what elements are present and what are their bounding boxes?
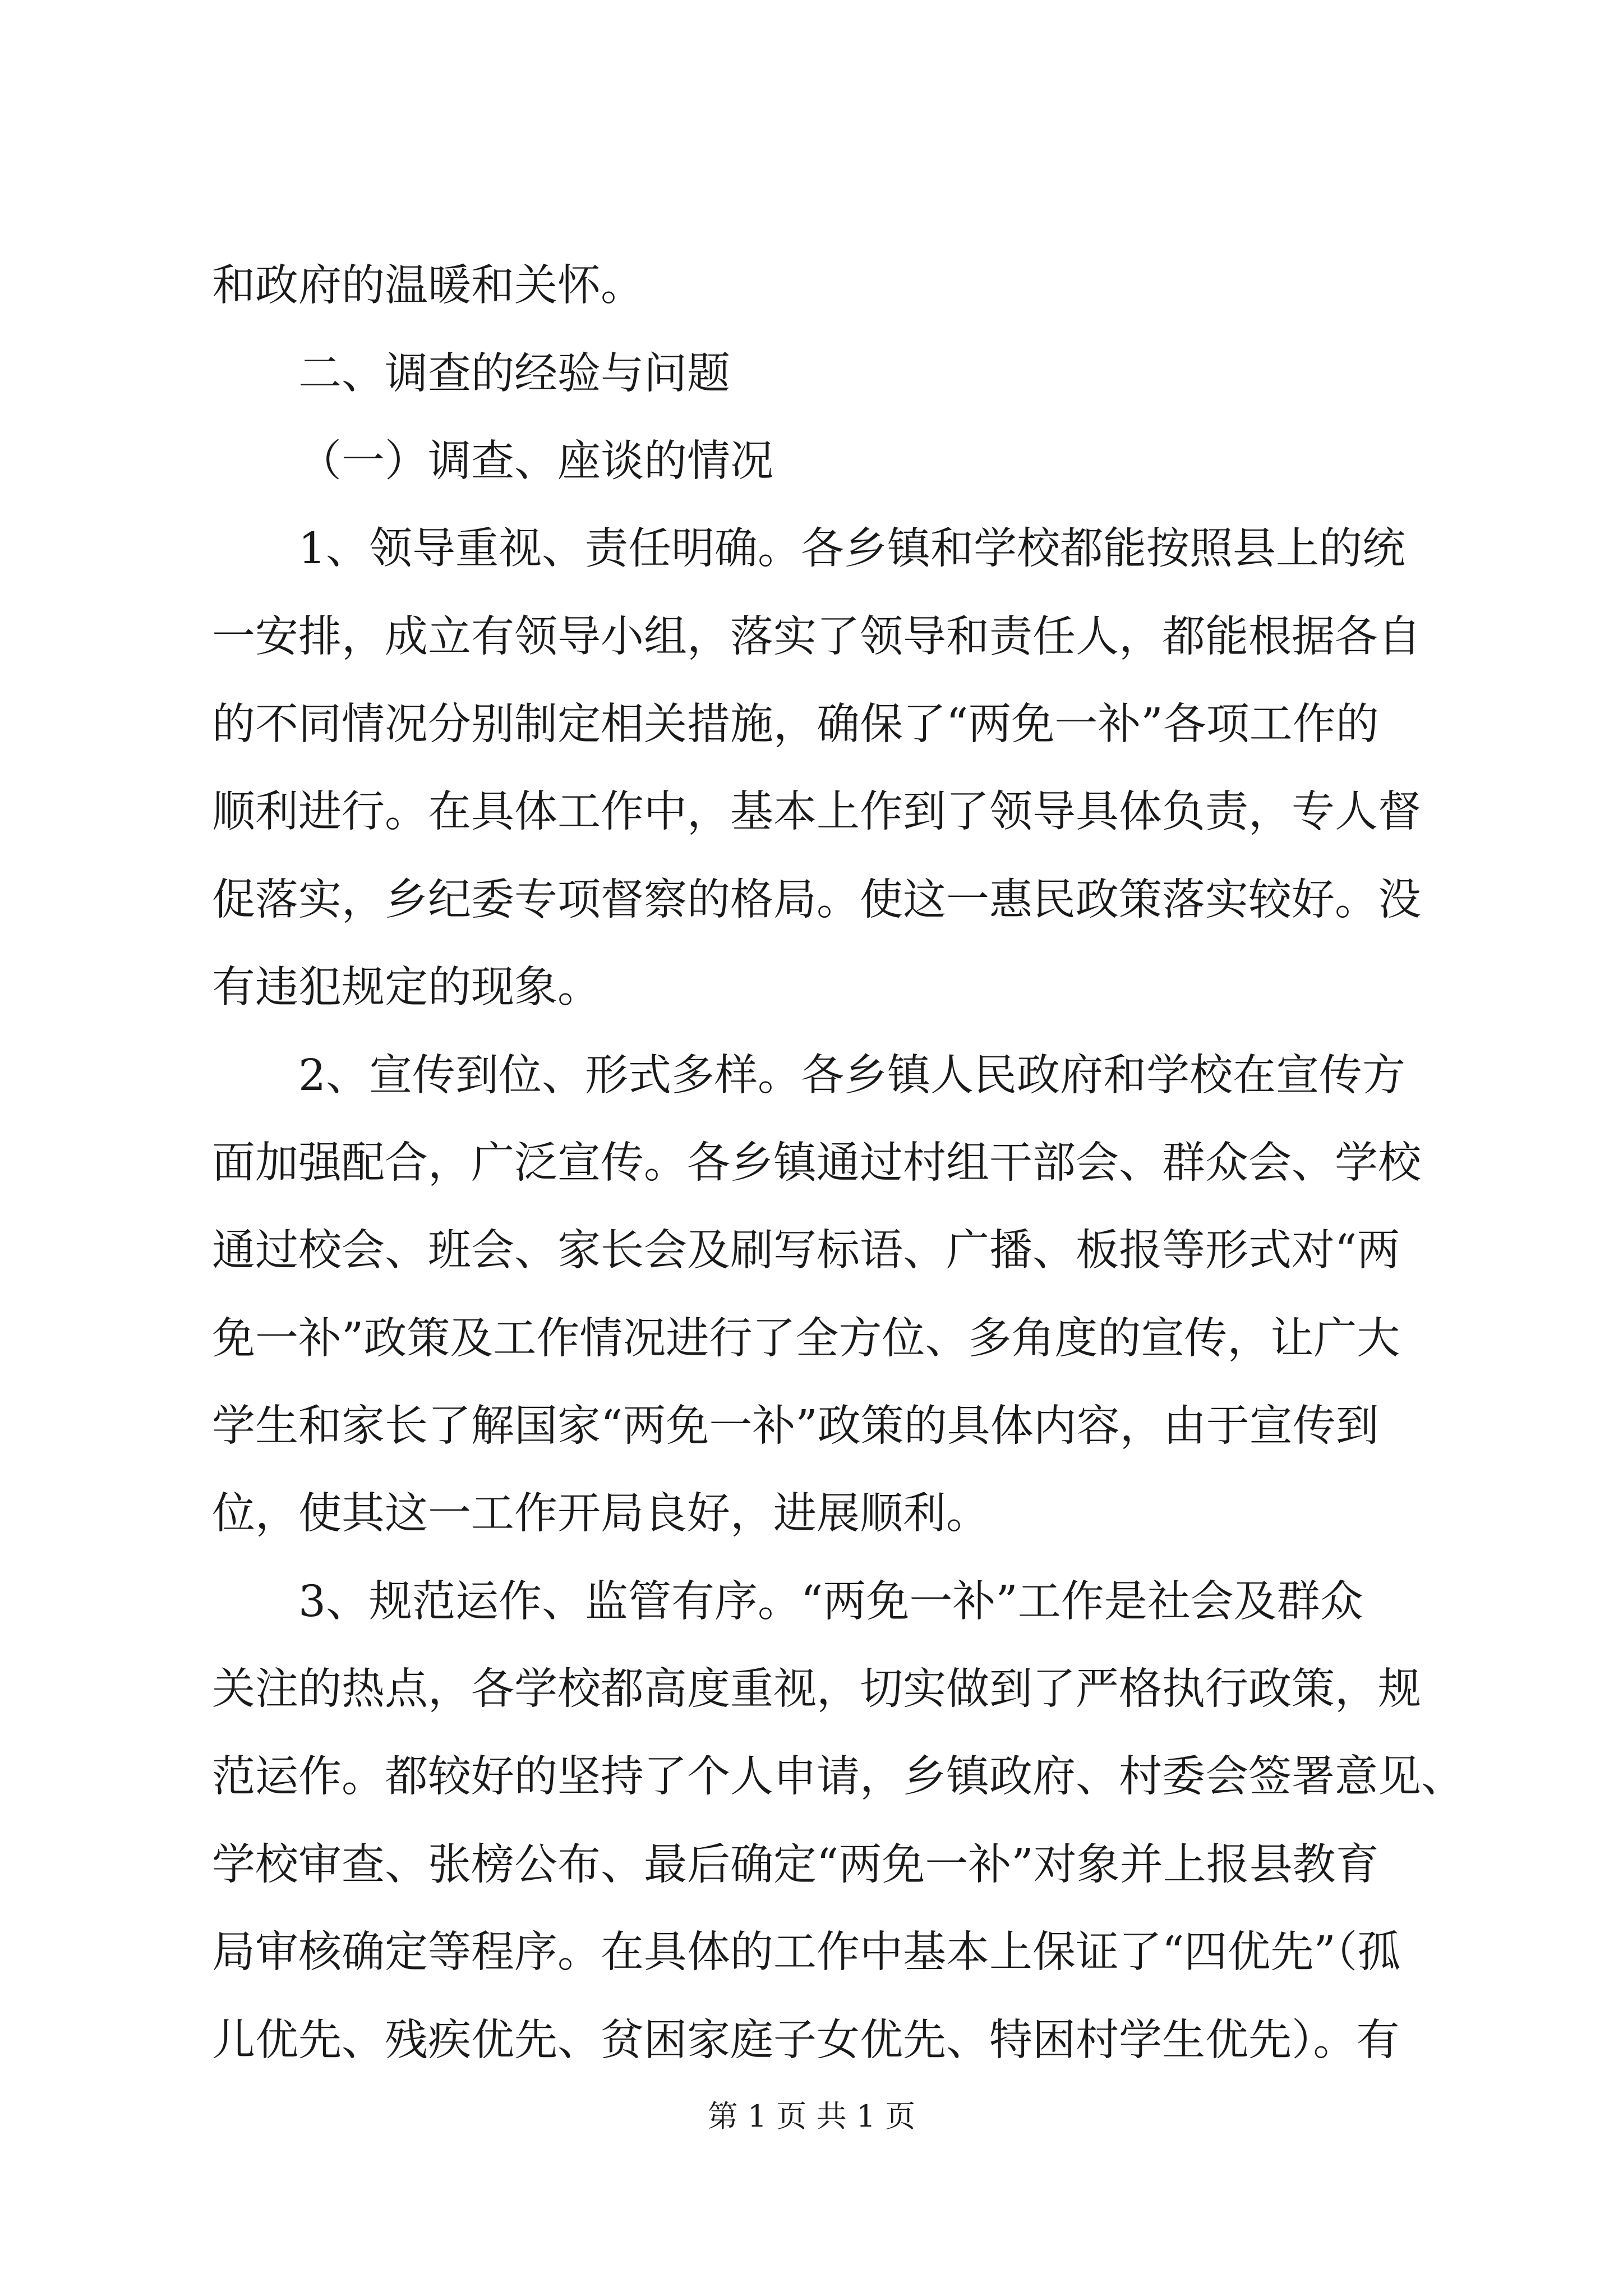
text-line: 的不同情况分别制定相关措施，确保了“两免一补”各项工作的 [212, 700, 1379, 749]
text-line: 一安排，成立有领导小组，落实了领导和责任人，都能根据各自 [212, 612, 1421, 662]
text-line: 关注的热点，各学校都高度重视，切实做到了严格执行政策，规 [212, 1664, 1421, 1714]
text-line: 1、领导重视、责任明确。各乡镇和学校都能按照县上的统 [298, 524, 1405, 574]
text-line: 通过校会、班会、家长会及刷写标语、广播、板报等形式对“两 [212, 1226, 1400, 1276]
text-line: 局审核确定等程序。在具体的工作中基本上保证了“四优先”（孤 [212, 1927, 1401, 1977]
text-line: 面加强配合，广泛宣传。各乡镇通过村组干部会、群众会、学校 [212, 1138, 1421, 1188]
text-line: 顺利进行。在具体工作中，基本上作到了领导具体负责，专人督 [212, 787, 1421, 837]
text-line: 有违犯规定的现象。 [212, 963, 601, 1013]
text-line: 和政府的温暖和关怀。 [212, 261, 644, 311]
section-heading: 二、调查的经验与问题 [298, 349, 730, 399]
text-line: 位，使其这一工作开局良好，进展顺利。 [212, 1489, 989, 1539]
text-line: 促落实，乡纪委专项督察的格局。使这一惠民政策落实较好。没 [212, 875, 1421, 925]
text-line: 学校审查、张榜公布、最后确定“两免一补”对象并上报县教育 [212, 1840, 1379, 1890]
subsection-heading: （一）调查、座谈的情况 [298, 436, 773, 486]
text-line: 范运作。都较好的坚持了个人申请，乡镇政府、村委会签署意见、 [212, 1752, 1464, 1802]
page-footer: 第 1 页 共 1 页 [707, 2099, 916, 2134]
text-line: 学生和家长了解国家“两免一补”政策的具体内容，由于宣传到 [212, 1401, 1379, 1451]
text-line: 免一补”政策及工作情况进行了全方位、多角度的宣传，让广大 [212, 1314, 1400, 1364]
text-line: 3、规范运作、监管有序。“两免一补”工作是社会及群众 [298, 1577, 1363, 1627]
text-line: 儿优先、残疾优先、贫困家庭子女优先、特困村学生优先）。有 [212, 2016, 1400, 2065]
text-line: 2、宣传到位、形式多样。各乡镇人民政府和学校在宣传方 [298, 1051, 1405, 1101]
